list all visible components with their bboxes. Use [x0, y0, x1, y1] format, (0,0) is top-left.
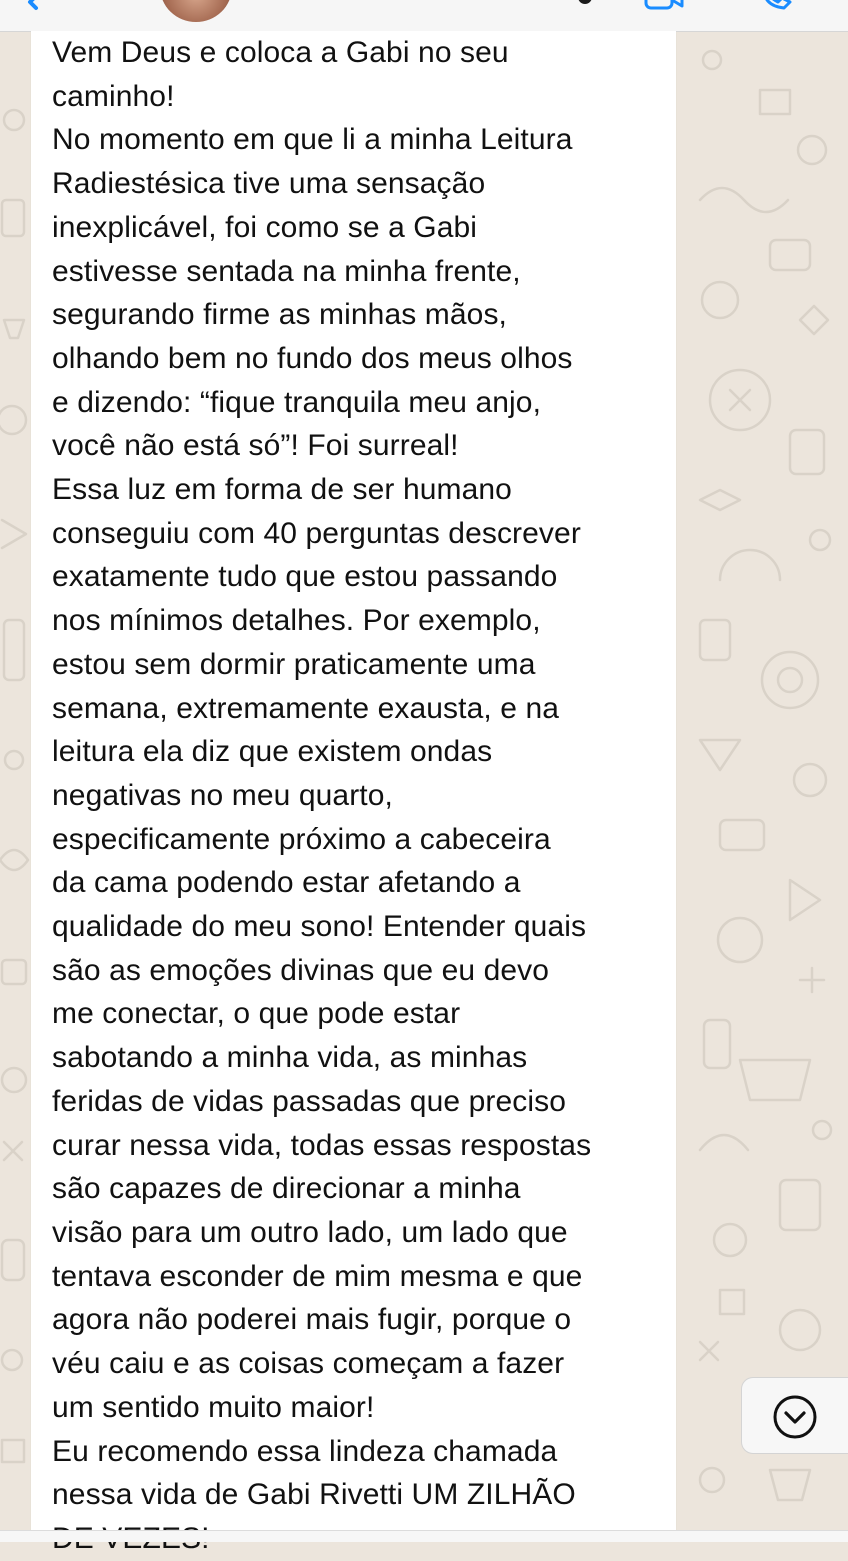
- chevron-down-circle-icon: [772, 1394, 818, 1440]
- chat-header: [0, 0, 848, 32]
- message-bubble[interactable]: [31, 31, 676, 1530]
- contact-name-fragment[interactable]: [578, 0, 592, 4]
- scroll-down-button[interactable]: [741, 1377, 848, 1454]
- chevron-left-icon[interactable]: [14, 0, 54, 12]
- message-text: Vem Deus e coloca a Gabi no seu caminho! No momento em que li a minha Leitura Radiestésica tive uma sensação inexplicável, foi como se a Gabi estivesse sentada na minha frente, segurando firme as minhas mãos, olhando bem no fundo dos meus olhos e dizendo: “fique tranquila meu anjo, você não está só”! Foi surreal! Essa luz em forma de ser humano conseguiu com 40 perguntas descrever exatamente tudo que estou passando nos mínimos detalhes. Por exemplo, estou sem dormir praticamente uma semana, extremamente exausta, e na leitura ela diz que existem ondas negativas no meu quarto, especificamente próximo a cabeceira da cama podendo estar afetando a qualidade do meu sono! Entender quais são as emoções divinas que eu devo me conectar, o que pode estar sabotando a minha vida, as minhas feridas de vidas passadas que preciso curar nessa vida, todas essas respostas são capazes de direcionar a minha visão para um outro lado, um lado que tentava esconder de mim mesma e que agora não poderei mais fugir, porque o véu caiu e as coisas começam a fazer um sentido muito maior! Eu recomendo essa lindeza chamada nessa vida de Gabi Rivetti UM ZILHÃO: [52, 36, 592, 1512]
- input-bar: [0, 1530, 848, 1542]
- avatar[interactable]: [160, 0, 232, 22]
- phone-icon[interactable]: [760, 0, 794, 10]
- video-camera-icon[interactable]: [644, 0, 684, 10]
